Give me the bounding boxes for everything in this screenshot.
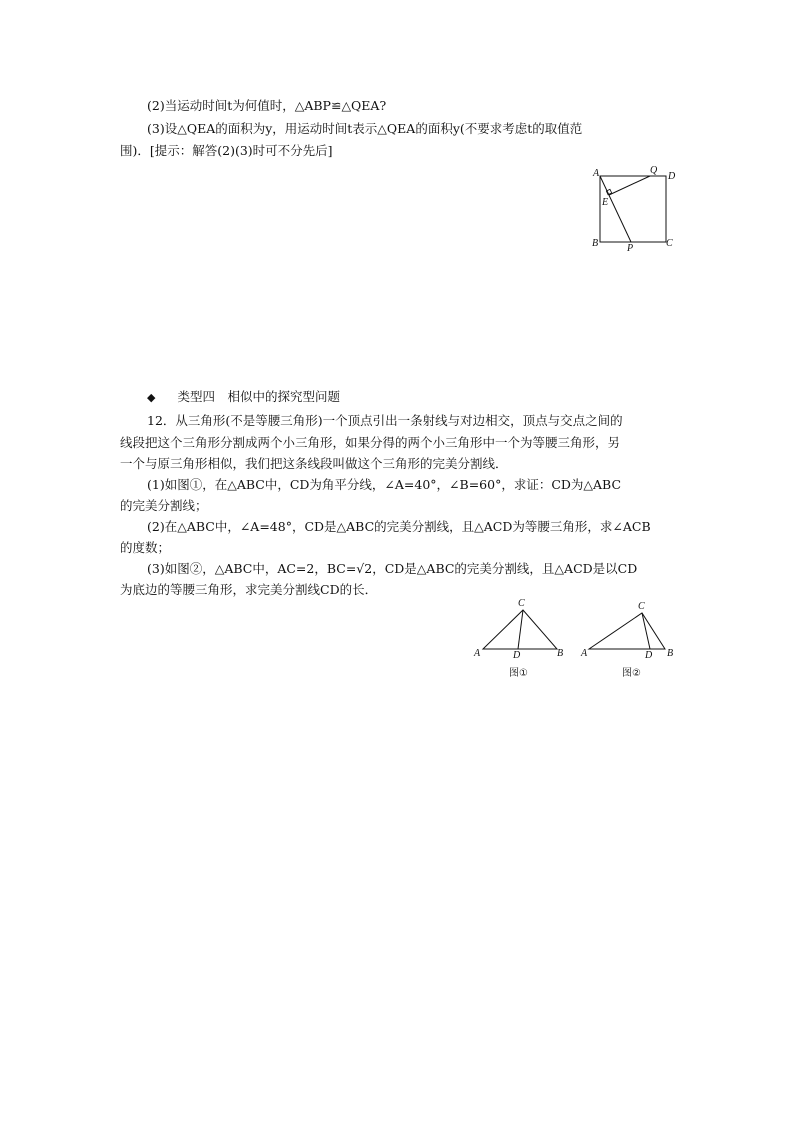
section-heading <box>147 389 340 406</box>
label-C: C <box>666 238 673 249</box>
label-Q: Q <box>650 165 658 176</box>
fig1-label-B: B <box>557 648 564 659</box>
fig2-label-D: D <box>645 650 653 661</box>
fig2-label-A: A <box>581 648 588 659</box>
label-B: B <box>592 238 599 249</box>
bullet-icon: ◆ <box>147 391 156 404</box>
p12-question-1-line1: (1)如图①，在△ABC中，CD为角平分线，∠A=40°，∠B=60°，求证：CD为△ABC <box>147 477 622 492</box>
label-P: P <box>627 243 634 254</box>
fig2-caption: 图② <box>622 668 641 679</box>
p12-question-2-line1: (2)在△ABC中，∠A=48°，CD是△ABC的完美分割线，且△ACD为等腰三角形，求∠ACB <box>147 519 651 534</box>
fig2-label-C: C <box>638 601 645 612</box>
p11-question-3-line1: (3)设△QEA的面积为y，用运动时间t表示△QEA的面积y(不要求考虑t的取值范 <box>147 121 583 136</box>
p12-intro-line3: 一个与原三角形相似，我们把这条线段叫做这个三角形的完美分割线． <box>120 456 508 471</box>
figure-2-triangle <box>589 613 679 663</box>
p12-intro-line2: 线段把这个三角形分割成两个小三角形，如果分得的两个小三角形中一个为等腰三角形，另 <box>120 435 621 450</box>
section-title: 类型四 相似中的探究型问题 <box>177 389 340 404</box>
p12-question-3-line2: 为底边的等腰三角形，求完美分割线CD的长． <box>120 582 378 597</box>
p12-question-1-line2: 的完美分割线； <box>120 498 208 513</box>
fig1-label-C: C <box>518 598 525 609</box>
fig1-caption: 图① <box>509 668 528 679</box>
label-E: E <box>602 197 609 208</box>
label-D: D <box>668 171 676 182</box>
fig1-label-A: A <box>474 648 481 659</box>
p11-question-2: (2)当运动时间t为何值时，△ABP≌△QEA? <box>147 98 387 113</box>
fig2-label-B: B <box>667 648 674 659</box>
p11-question-3-line2: 围)．[提示：解答(2)(3)时可不分先后] <box>120 143 333 158</box>
fig1-label-D: D <box>513 650 521 661</box>
label-A: A <box>593 168 600 179</box>
p12-question-3-line1: (3)如图②，△ABC中，AC=2，BC=√2，CD是△ABC的完美分割线，且△ACD是以CD <box>147 561 638 576</box>
p12-intro-line1: 12．从三角形(不是等腰三角形)一个顶点引出一条射线与对边相交，顶点与交点之间的 <box>147 413 623 428</box>
p12-question-2-line2: 的度数； <box>120 540 171 555</box>
